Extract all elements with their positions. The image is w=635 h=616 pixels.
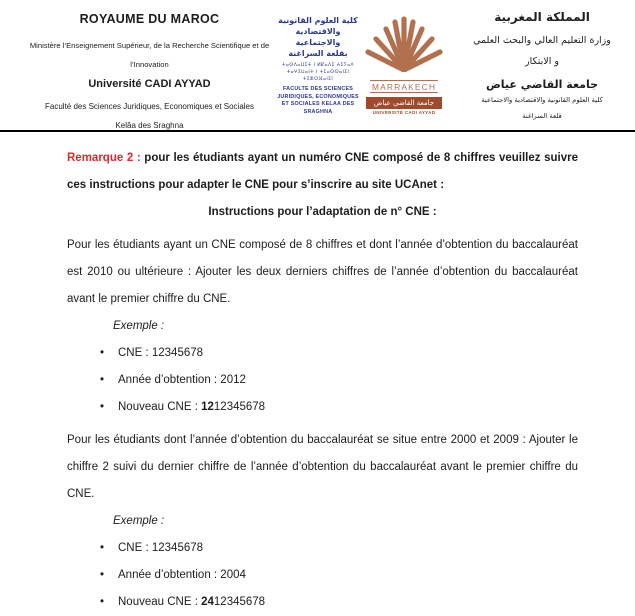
example2-cne: • CNE : 12345678 bbox=[118, 535, 578, 562]
kingdom-title-ar: المملكة المغربية bbox=[494, 10, 590, 24]
remark-paragraph bbox=[67, 145, 578, 199]
example1-cne: • CNE : 12345678 bbox=[118, 340, 578, 367]
example1-new-cne-label: Nouveau CNE : bbox=[118, 401, 202, 413]
example2-new-cne-prefix: 24 bbox=[201, 596, 214, 608]
ministry-line2-fr: l’Innovation bbox=[130, 60, 169, 69]
faculty-stamp-block bbox=[277, 10, 359, 116]
paragraph-bac-2000-2009: Pour les étudiants dont l’année d’obtention du baccalauréat se situe entre 2000 et 2009 : Ajouter le chiffre 2 suivi du dernier chiffre de l’année d’obtention du baccalauréat avant le premier chiffre du CNE. bbox=[67, 434, 578, 500]
example1-label: Exemple : bbox=[113, 320, 165, 332]
example2-new-cne-rest: 12345678 bbox=[213, 596, 266, 608]
ministry-line1-ar: وزارة التعليم العالي والبحث العلمي bbox=[473, 35, 611, 46]
example2-label: Exemple : bbox=[113, 515, 165, 527]
example2-list bbox=[67, 535, 578, 616]
university-logo bbox=[359, 10, 449, 115]
document-body bbox=[0, 132, 635, 616]
example1-new-cne-prefix: 12 bbox=[201, 401, 214, 413]
logo-university-label: UNIVERSITÉ CADI AYYAD bbox=[372, 110, 436, 115]
faculty-stamp-french: FACULTE DES SCIENCES JURIDIQUES, ECONOMIQUES ET SOCIALES KELAA DES SRAGHNA bbox=[277, 86, 359, 115]
ministry-line2-ar: و الابتكار bbox=[525, 56, 559, 67]
ministry-line1-fr: Ministère l’Enseignement Supérieur, de la Recherche Scientifique et de bbox=[29, 41, 270, 50]
example1-new-cne bbox=[118, 394, 578, 421]
example1-new-cne-rest: 12345678 bbox=[213, 401, 266, 413]
campus-city-ar: قلعة السراغنة bbox=[522, 112, 562, 120]
example1-list bbox=[67, 340, 578, 421]
faculty-stamp-tifinagh: ⵜⴰⵙⴷⴰⵡⵉⵜ ⵏ ⵍⵇⴰⴷⵉ ⵄⵉⵢⴰⴷ ⵜⴰⵖⵉⵡⴰⵏⵜ ⵏ ⵜⵎⴰⵙⵙⴰⵏⵉⵏ ⵜⵉⵣⵔⴼⴰⵏⵉⵏ bbox=[281, 63, 355, 82]
letterhead-logo-block bbox=[277, 10, 449, 130]
example2-new-cne-label: Nouveau CNE : bbox=[118, 596, 202, 608]
example2-new-cne bbox=[118, 589, 578, 616]
letterhead-french-block bbox=[22, 10, 277, 130]
instructions-title: Instructions pour l’adaptation de n° CNE : bbox=[208, 206, 437, 218]
university-name-ar: جامعة القاضي عياض bbox=[485, 78, 599, 91]
logo-city-label: MARRAKECH bbox=[371, 82, 437, 92]
faculty-name-fr: Faculté des Sciences Juridiques, Economiques et Sociales bbox=[45, 102, 254, 111]
campus-city-fr: Kelâa des Sraghna bbox=[115, 121, 184, 130]
letterhead-arabic-block bbox=[449, 10, 635, 130]
remark-text: pour les étudiants ayant un numéro CNE composé de 8 chiffres veuillez suivre ces instructions pour adapter le CNE pour s’inscrire au site UCAnet : bbox=[67, 152, 578, 191]
palm-fan-icon bbox=[360, 16, 448, 72]
university-name-fr: Université CADI AYYAD bbox=[88, 78, 211, 90]
faculty-name-ar: كلية العلوم القانونية والاقتصادية والاجتماعية bbox=[481, 96, 603, 104]
letterhead bbox=[0, 0, 635, 130]
kingdom-title-fr: ROYAUME DU MAROC bbox=[79, 12, 220, 26]
paragraph-bac-2010: Pour les étudiants ayant un CNE composé de 8 chiffres et dont l’année d’obtention du baccalauréat est 2010 ou ultérieure : Ajouter les deux derniers chiffres de l’année d’obtention du baccalauréat avant le premier chiffre du CNE. bbox=[67, 239, 578, 305]
remark-label: Remarque 2 : bbox=[67, 152, 141, 164]
logo-university-arabic: جامعة القاضي عياض bbox=[366, 97, 442, 109]
example2-year: • Année d’obtention : 2004 bbox=[118, 562, 578, 589]
example1-year: • Année d’obtention : 2012 bbox=[118, 367, 578, 394]
faculty-stamp-arabic: كلية العلوم القانونية والاقتصادية والاجتماعية بقلعة السراغنة bbox=[278, 16, 358, 58]
